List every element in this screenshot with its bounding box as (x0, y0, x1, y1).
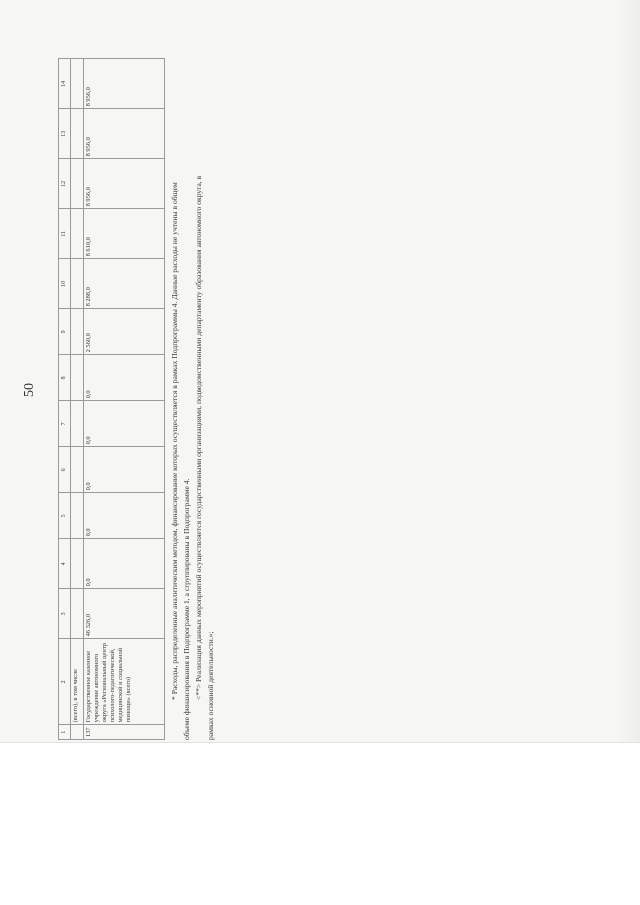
col-number: 4 (59, 539, 71, 589)
table-subheader-row (71, 59, 84, 740)
row-value: 0,0 (84, 493, 165, 539)
empty-cell (71, 447, 84, 493)
empty-cell (71, 589, 84, 639)
row-name: Государственное казенное учреждение автономного округа «Региональный центр психолого-педагогической, медицинской и социальной помощи» (всего) (84, 639, 165, 725)
rotated-page-content (18, 35, 608, 740)
col-number: 2 (59, 639, 71, 725)
col-number: 3 (59, 589, 71, 639)
empty-cell (71, 159, 84, 209)
col-number: 10 (59, 259, 71, 309)
col-number: 1 (59, 725, 71, 740)
row-value: 0,0 (84, 539, 165, 589)
empty-cell (71, 309, 84, 355)
page-number: 50 (22, 383, 37, 397)
row-value: 0,0 (84, 447, 165, 493)
empty-cell (71, 59, 84, 109)
empty-cell (71, 259, 84, 309)
empty-cell (71, 209, 84, 259)
col-number: 5 (59, 493, 71, 539)
empty-cell (71, 725, 84, 740)
row-value: 0,0 (84, 401, 165, 447)
footnotes (169, 35, 217, 740)
col-number: 9 (59, 309, 71, 355)
row-value: 0,0 (84, 355, 165, 401)
col-number: 11 (59, 209, 71, 259)
footnote-line: * Расходы, распределенные аналитическим методом, финансирование которых осуществляется в рамках Подпрограммы 4. Данные расходы не учтены в общем (170, 182, 179, 700)
empty-cell (71, 539, 84, 589)
empty-cell (71, 493, 84, 539)
empty-cell (71, 401, 84, 447)
row-value: 8 288,0 (84, 259, 165, 309)
row-value: 8 956,0 (84, 159, 165, 209)
col-number: 8 (59, 355, 71, 401)
col-number: 14 (59, 59, 71, 109)
row-number: 137 (84, 725, 165, 740)
col-number: 7 (59, 401, 71, 447)
row-value: 8 956,0 (84, 109, 165, 159)
footnote-line: <**> Реализация данных мероприятий осуществляется государственными организациями, подведомственными департаменту образования автономного округа, в (194, 175, 203, 700)
empty-cell (71, 109, 84, 159)
col-number: 12 (59, 159, 71, 209)
table-row (84, 59, 165, 740)
page-edge-shadow (616, 0, 640, 742)
row-value: 8 956,0 (84, 59, 165, 109)
col-number: 6 (59, 447, 71, 493)
row-value: 2 560,0 (84, 309, 165, 355)
financing-table (58, 58, 165, 740)
col-number: 13 (59, 109, 71, 159)
empty-cell (71, 355, 84, 401)
row-value: 8 610,0 (84, 209, 165, 259)
footnote-line: объеме финансирования в Подпрограмме 1, а сгруппированы в Подпрограмме 4. (182, 478, 191, 740)
row-value: 46 326,0 (84, 589, 165, 639)
footnote-line: рамках основной деятельности.»; (206, 631, 215, 740)
column-number-row (59, 59, 71, 740)
subheader-label: (всего), в том числе (71, 639, 84, 725)
